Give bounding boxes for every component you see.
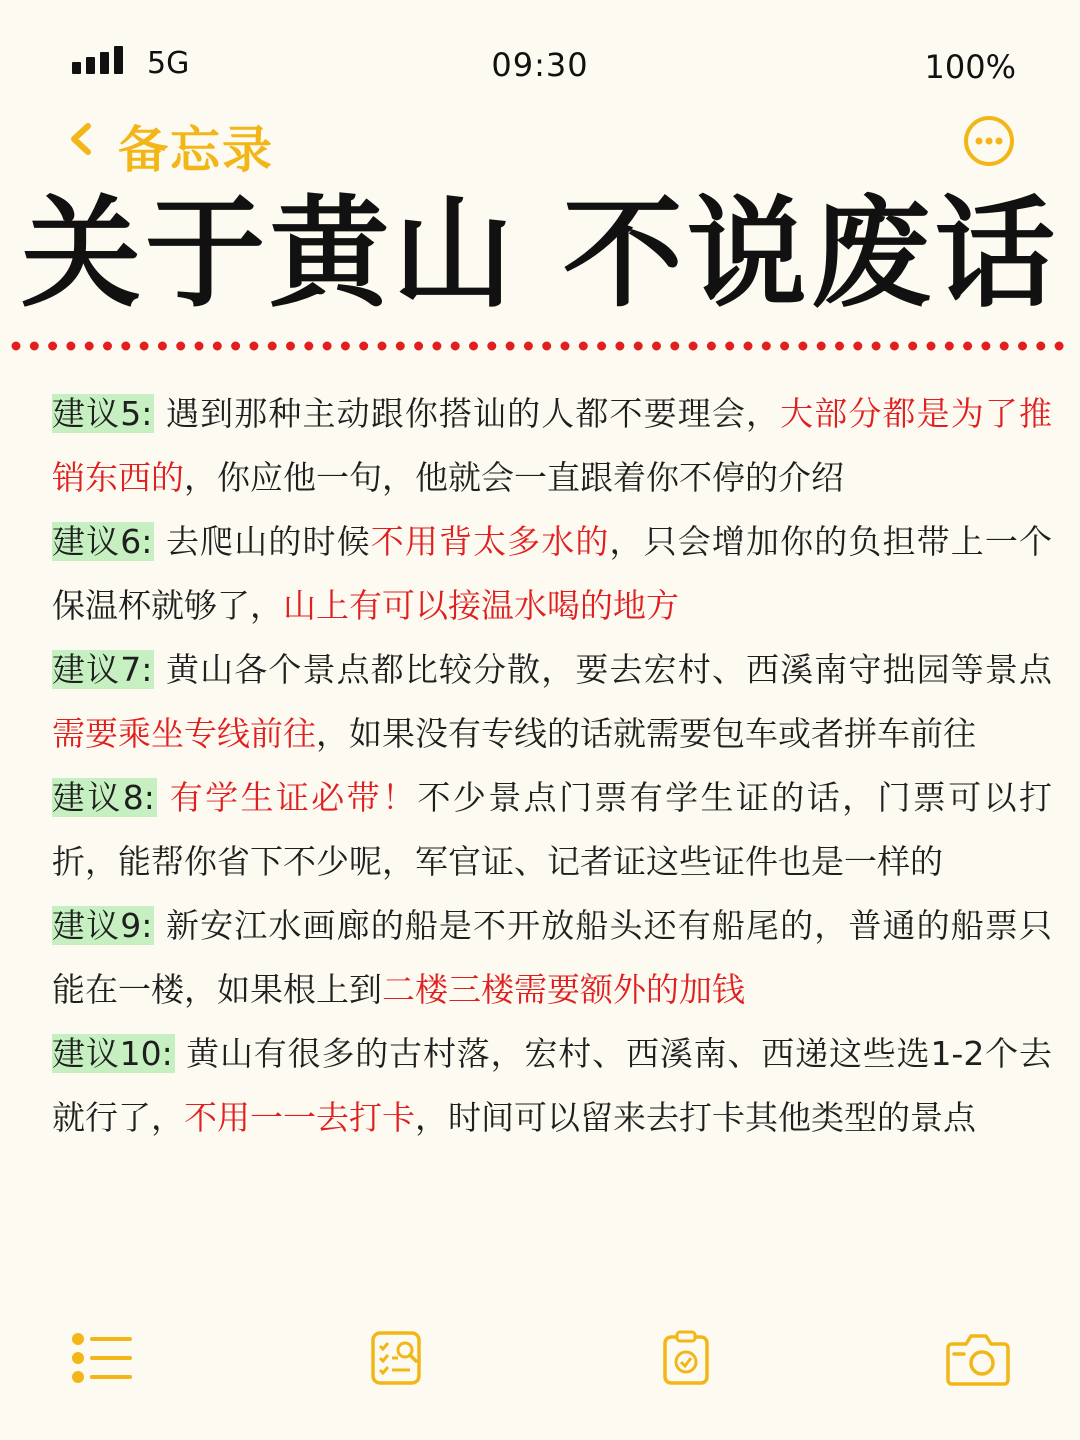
tip-text: 新安江水画廊的船是不开放船头还有船尾的，普通的船票只能在一楼，如果根上到 xyxy=(52,906,1052,1009)
list-icon[interactable] xyxy=(70,1330,132,1386)
tip-text xyxy=(157,778,170,817)
tip-item xyxy=(52,510,1052,638)
tip-label: 建议7: xyxy=(52,650,153,689)
battery-level: 100% xyxy=(924,48,1016,86)
camera-icon[interactable] xyxy=(946,1330,1010,1386)
tip-highlight: 不用一一去打卡 xyxy=(184,1098,415,1137)
checklist-search-icon[interactable] xyxy=(370,1330,422,1386)
tip-label: 建议5: xyxy=(52,394,153,433)
tip-label: 建议8: xyxy=(52,778,155,817)
nav-bar xyxy=(0,108,1080,179)
tip-highlight: 山上有可以接温水喝的地方 xyxy=(283,586,679,625)
tip-label: 建议10: xyxy=(52,1034,173,1073)
tip-text: 黄山各个景点都比较分散，要去宏村、西溪南守拙园等景点 xyxy=(154,650,1052,689)
network-type: 5G xyxy=(147,46,190,81)
page-title: 关于黄山 不说废话 xyxy=(21,185,1059,324)
tip-highlight: 不用背太多水的 xyxy=(370,522,610,561)
tip-text: ，如果没有专线的话就需要包车或者拼车前往 xyxy=(316,714,976,753)
more-icon[interactable] xyxy=(962,114,1016,168)
tip-label: 建议9: xyxy=(52,906,153,945)
tip-text: ，你应他一句，他就会一直跟着你不停的介绍 xyxy=(184,458,844,497)
tip-text: 去爬山的时候 xyxy=(154,522,371,561)
tip-text: 不少景点门票有学生证的话，门票可以打折，能帮你省下不少呢，军官证、记者证这些证件也是一样的 xyxy=(52,778,1053,881)
tips-list xyxy=(52,382,1052,1150)
dotted-divider xyxy=(0,339,1080,353)
tip-highlight: 有学生证必带！ xyxy=(169,778,418,817)
chevron-left-icon[interactable] xyxy=(64,122,98,156)
clipboard-check-icon[interactable] xyxy=(662,1330,710,1386)
back-button[interactable]: 备忘录 xyxy=(118,121,274,179)
tip-item xyxy=(52,766,1052,894)
bottom-toolbar xyxy=(0,1330,1080,1400)
tip-highlight: 二楼三楼需要额外的加钱 xyxy=(382,970,745,1009)
status-time: 09:30 xyxy=(491,46,589,84)
tip-item xyxy=(52,1022,1052,1150)
tip-text: ，时间可以留来去打卡其他类型的景点 xyxy=(415,1098,976,1137)
tip-highlight: 大部分都是为了推销东西的 xyxy=(52,394,1052,497)
tip-item xyxy=(52,382,1052,510)
tip-text: ，只会增加你的负担带上一个保温杯就够了， xyxy=(52,522,1052,625)
tip-text: 遇到那种主动跟你搭讪的人都不要理会， xyxy=(154,394,781,433)
tip-highlight: 需要乘坐专线前往 xyxy=(52,714,316,753)
tip-text: 黄山有很多的古村落，宏村、西溪南、西递这些选1-2个去就行了， xyxy=(52,1034,1053,1137)
status-bar xyxy=(0,40,1080,90)
tip-item xyxy=(52,894,1052,1022)
tip-label: 建议6: xyxy=(52,522,153,561)
tip-item xyxy=(52,638,1052,766)
